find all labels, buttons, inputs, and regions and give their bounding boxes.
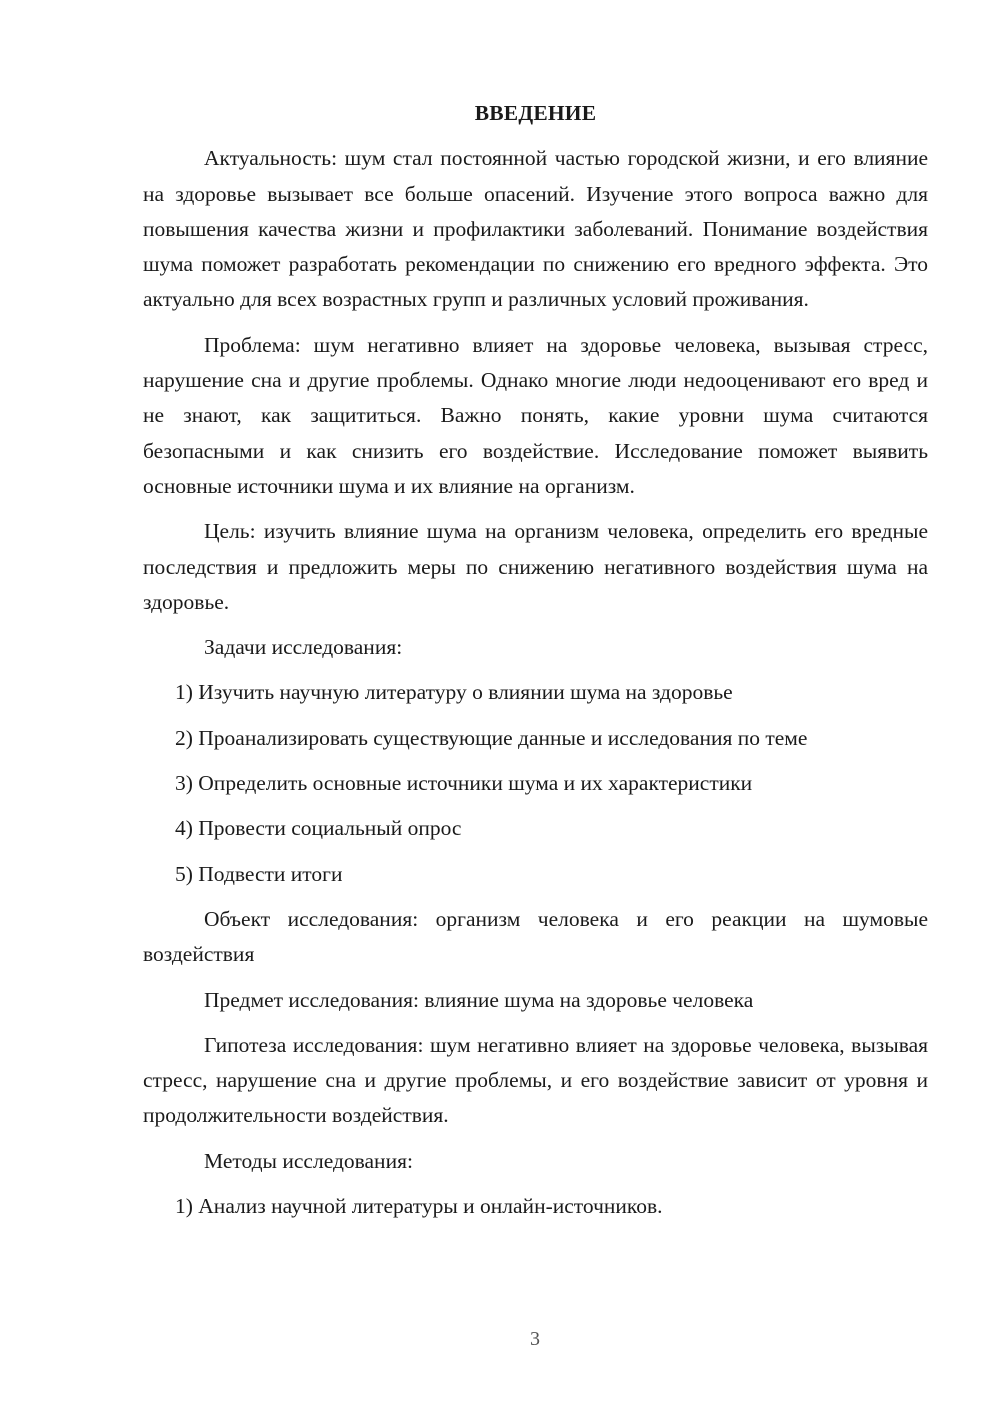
- task-item: 5) Подвести итоги: [175, 861, 343, 886]
- tasks-heading: Задачи исследования:: [204, 635, 403, 660]
- subject-paragraph: Предмет исследования: влияние шума на здоровье человека: [204, 987, 754, 1012]
- goal-paragraph: Цель: изучить влияние шума на организм человека, определить его вредные последствия и предложить меры по снижению негативного воздействия шума на здоровье.: [143, 519, 928, 614]
- task-item: 4) Провести социальный опрос: [175, 816, 462, 841]
- hypothesis-paragraph: Гипотеза исследования: шум негативно влияет на здоровье человека, вызывая стресс, нарушение сна и другие проблемы, и его воздействие зависит от уровня и продолжительности воздействия.: [143, 1032, 928, 1128]
- section-title: ВВЕДЕНИЕ: [474, 101, 597, 125]
- object-paragraph: Объект исследования: организм человека и его реакции на шумовые воздействия: [143, 906, 928, 967]
- methods-heading: Методы исследования:: [204, 1148, 413, 1173]
- task-item: 1) Изучить научную литературу о влиянии шума на здоровье: [175, 680, 733, 705]
- relevance-paragraph: Актуальность: шум стал постоянной частью городской жизни, и его влияние на здоровье вызывает все больше опасений. Изучение этого вопроса важно для повышения качества жизни и профилактики заболеваний. Понимание воздействия шума поможет разработать рекомендации по снижению его вредного эффекта. Это актуально для всех возрастных групп и различных условий проживания.: [143, 146, 928, 312]
- page-content: [143, 96, 928, 1234]
- task-item: 3) Определить основные источники шума и их характеристики: [175, 771, 753, 796]
- problem-paragraph: Проблема: шум негативно влияет на здоровье человека, вызывая стресс, нарушение сна и другие проблемы. Однако многие люди недооценивают его вред и не знают, как защититься. Важно понять, какие уровни шума считаются безопасными и как снизить его воздействие. Исследование поможет выявить основные источники шума и их влияние на организм.: [143, 332, 928, 498]
- method-item: 1) Анализ научной литературы и онлайн-источников.: [175, 1194, 663, 1219]
- task-item: 2) Проанализировать существующие данные и исследования по теме: [175, 725, 808, 750]
- page-number: 3: [530, 1328, 540, 1350]
